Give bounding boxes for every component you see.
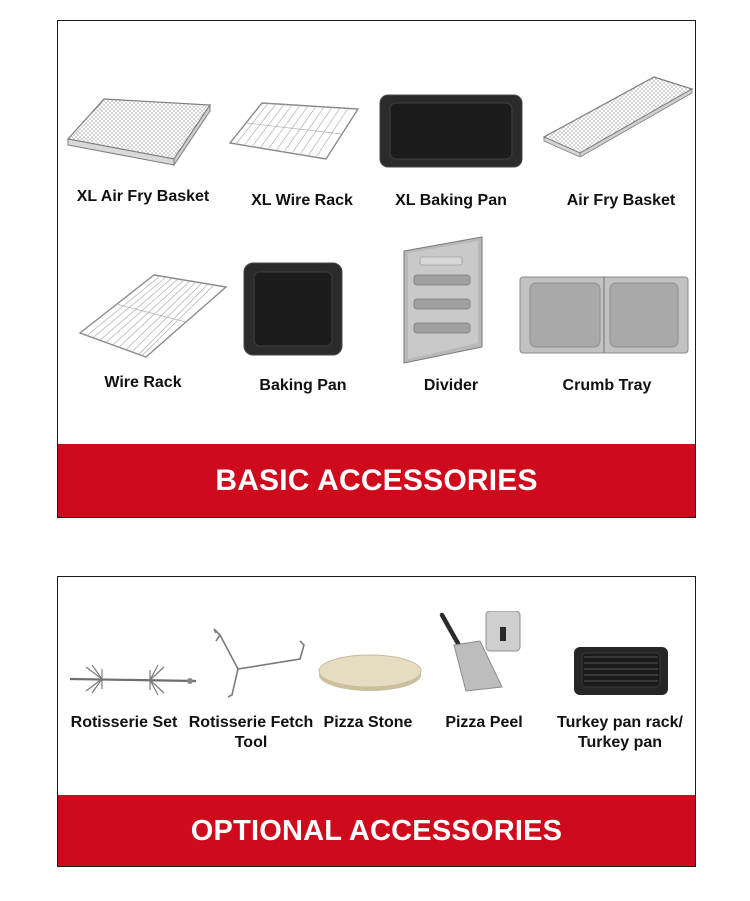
basic-item-label-xl-air-fry-basket: XL Air Fry Basket xyxy=(76,188,210,205)
basic-item-label-xl-wire-rack: XL Wire Rack xyxy=(251,192,353,209)
rotisserie-fetch-tool-icon xyxy=(208,625,308,699)
xl-air-fry-basket-icon xyxy=(64,93,214,173)
crumb-tray-icon xyxy=(518,273,690,357)
optional-item-label-turkey-pan: Turkey pan rack/ Turkey pan xyxy=(557,714,683,751)
optional-item-label-rotisserie-set: Rotisserie Set xyxy=(70,714,178,731)
basic-item-label-crumb-tray: Crumb Tray xyxy=(562,377,652,394)
turkey-pan-icon xyxy=(572,643,670,699)
wire-rack-icon xyxy=(76,271,228,359)
divider-icon xyxy=(400,235,484,365)
basic-item-label-xl-baking-pan: XL Baking Pan xyxy=(395,192,507,209)
optional-item-label-pizza-peel: Pizza Peel xyxy=(445,714,523,731)
air-fry-basket-icon xyxy=(540,75,696,157)
xl-wire-rack-icon xyxy=(226,99,361,169)
optional-item-label-pizza-stone: Pizza Stone xyxy=(323,714,413,731)
basic-accessories-banner: BASIC ACCESSORIES xyxy=(58,444,695,517)
basic-item-label-air-fry-basket: Air Fry Basket xyxy=(566,192,676,209)
basic-accessories-panel xyxy=(57,20,696,518)
optional-accessories-panel xyxy=(57,576,696,867)
basic-item-label-wire-rack: Wire Rack xyxy=(104,374,182,391)
pizza-peel-icon xyxy=(436,611,528,693)
baking-pan-icon xyxy=(242,261,344,357)
optional-accessories-banner: OPTIONAL ACCESSORIES xyxy=(58,795,695,866)
xl-baking-pan-icon xyxy=(378,93,524,171)
rotisserie-set-icon xyxy=(66,655,198,701)
basic-item-label-divider: Divider xyxy=(423,377,479,394)
pizza-stone-icon xyxy=(316,653,424,693)
optional-item-label-rotisserie-fetch-tool: Rotisserie Fetch Tool xyxy=(188,714,314,751)
basic-item-label-baking-pan: Baking Pan xyxy=(259,377,347,394)
